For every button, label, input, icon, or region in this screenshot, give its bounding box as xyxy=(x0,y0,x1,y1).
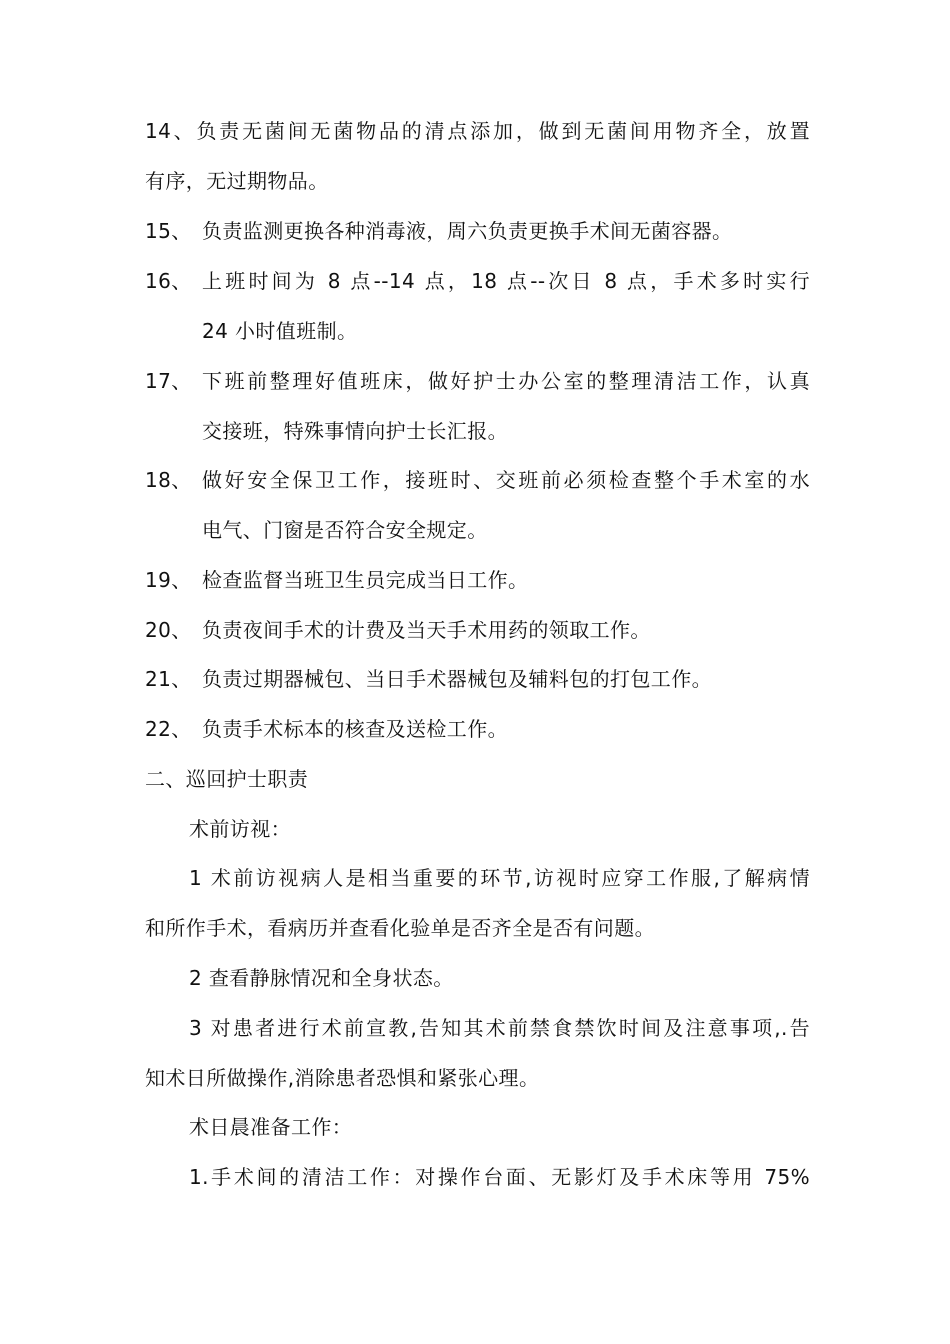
item-16-text-1: 上班时间为 8 点--14 点，18 点--次日 8 点，手术多时实行 xyxy=(202,269,810,293)
item-18-number: 18、 xyxy=(145,468,192,492)
item-20-number: 20、 xyxy=(145,618,192,642)
paragraph-1-line-1: 1 术前访视病人是相当重要的环节,访视时应穿工作服,了解病情 xyxy=(189,866,810,890)
section-heading: 二、巡回护士职责 xyxy=(145,767,309,791)
item-16 xyxy=(145,267,810,295)
item-17-number: 17、 xyxy=(145,369,192,393)
item-19-number: 19、 xyxy=(145,568,192,592)
item-18-text-2: 电气、门窗是否符合安全规定。 xyxy=(202,518,488,542)
paragraph-3-line-1: 3 对患者进行术前宣教,告知其术前禁食禁饮时间及注意事项,.告 xyxy=(189,1016,810,1040)
item-18 xyxy=(145,466,810,494)
item-21-number: 21、 xyxy=(145,667,192,691)
item-14-line-2: 有序，无过期物品。 xyxy=(145,169,329,193)
item-19-text: 检查监督当班卫生员完成当日工作。 xyxy=(202,568,529,592)
item-15-number: 15、 xyxy=(145,219,192,243)
item-17-text-1: 下班前整理好值班床，做好护士办公室的整理清洁工作，认真 xyxy=(202,369,810,393)
item-14-line-1: 14、负责无菌间无菌物品的清点添加，做到无菌间用物齐全，放置 xyxy=(145,119,810,143)
preop-visit-title: 术前访视： xyxy=(189,817,291,841)
item-15 xyxy=(145,217,810,245)
item-19 xyxy=(145,566,810,594)
item-21 xyxy=(145,665,810,693)
item-20 xyxy=(145,616,810,644)
item-22-number: 22、 xyxy=(145,717,192,741)
item-17-text-2: 交接班，特殊事情向护士长汇报。 xyxy=(202,419,508,443)
item-20-text: 负责夜间手术的计费及当天手术用药的领取工作。 xyxy=(202,618,651,642)
item-16-number: 16、 xyxy=(145,269,192,293)
paragraph-1-line-2: 和所作手术，看病历并查看化验单是否齐全是否有问题。 xyxy=(145,916,655,940)
paragraph-3-line-2: 知术日所做操作,消除患者恐惧和紧张心理。 xyxy=(145,1066,540,1090)
item-21-text: 负责过期器械包、当日手术器械包及辅料包的打包工作。 xyxy=(202,667,712,691)
prep-item-1-line-1: 1.手术间的清洁工作：对操作台面、无影灯及手术床等用 75% xyxy=(189,1165,810,1189)
item-17 xyxy=(145,367,810,395)
item-22 xyxy=(145,715,810,743)
surgery-day-prep-title: 术日晨准备工作： xyxy=(189,1115,353,1139)
paragraph-2: 2 查看静脉情况和全身状态。 xyxy=(189,966,454,990)
item-15-text: 负责监测更换各种消毒液，周六负责更换手术间无菌容器。 xyxy=(202,219,733,243)
item-16-text-2: 24 小时值班制。 xyxy=(202,319,358,343)
item-22-text: 负责手术标本的核查及送检工作。 xyxy=(202,717,508,741)
item-18-text-1: 做好安全保卫工作，接班时、交班前必须检查整个手术室的水 xyxy=(202,468,810,492)
